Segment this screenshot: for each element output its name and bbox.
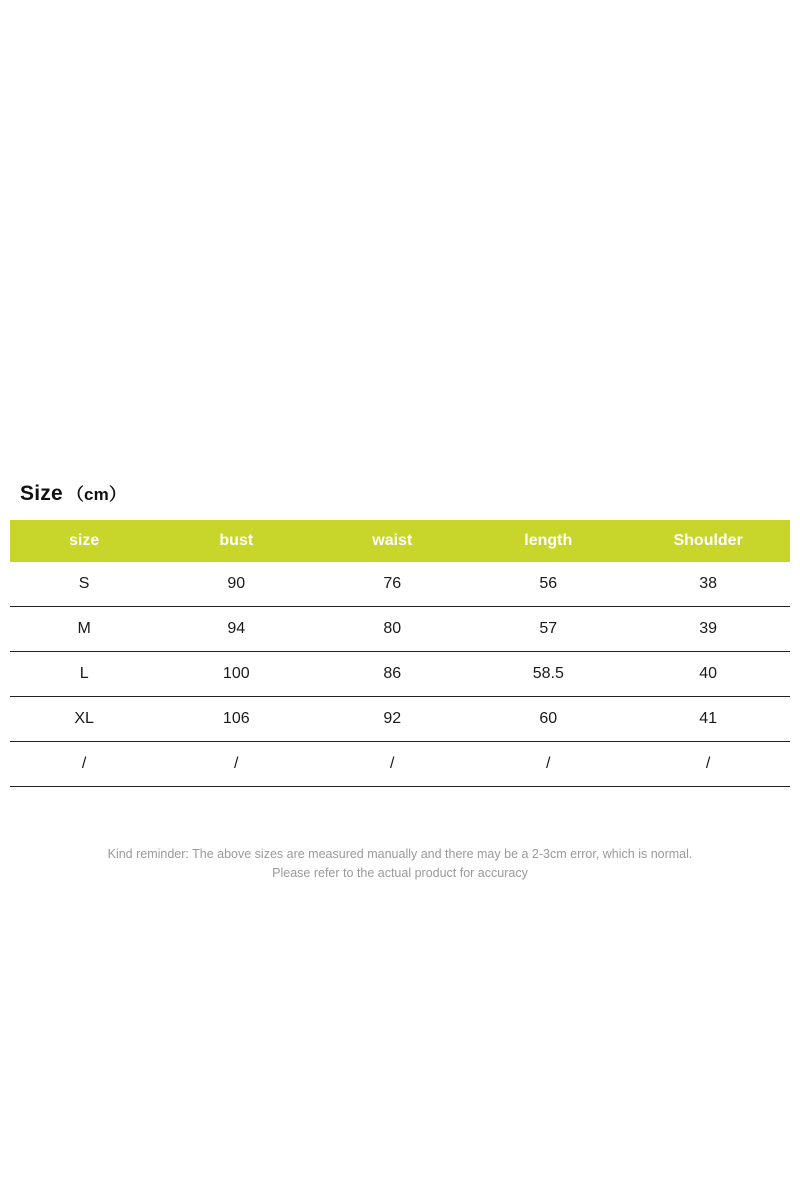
cell-bust: 106: [158, 697, 314, 742]
table-row: [10, 742, 790, 787]
disclaimer-note: [0, 845, 800, 883]
table-row: [10, 562, 790, 607]
cell-size: XL: [10, 697, 158, 742]
note-line-2: Please refer to the actual product for accuracy: [272, 866, 528, 880]
size-section: [0, 480, 800, 787]
cell-waist: 80: [314, 607, 470, 652]
cell-length: /: [470, 742, 626, 787]
table-row: [10, 607, 790, 652]
cell-waist: 86: [314, 652, 470, 697]
cell-bust: 94: [158, 607, 314, 652]
column-header-waist: waist: [372, 532, 413, 549]
cell-size: M: [10, 607, 158, 652]
cell-shoulder: 39: [626, 607, 790, 652]
column-header-size: size: [69, 532, 100, 549]
cell-bust: 90: [158, 562, 314, 607]
cell-bust: 100: [158, 652, 314, 697]
column-header-shoulder: Shoulder: [673, 532, 743, 549]
size-table: [10, 520, 790, 787]
cell-bust: /: [158, 742, 314, 787]
cell-length: 57: [470, 607, 626, 652]
cell-waist: 92: [314, 697, 470, 742]
cell-size: L: [10, 652, 158, 697]
cell-size: /: [10, 742, 158, 787]
size-table-head: [10, 520, 790, 562]
cell-waist: 76: [314, 562, 470, 607]
cell-waist: /: [314, 742, 470, 787]
cell-size: S: [10, 562, 158, 607]
cell-shoulder: 41: [626, 697, 790, 742]
cell-shoulder: /: [626, 742, 790, 787]
table-row: [10, 652, 790, 697]
size-title-unit: （cm）: [66, 485, 127, 504]
page-title: [0, 480, 800, 506]
size-table-body: [10, 562, 790, 787]
cell-shoulder: 38: [626, 562, 790, 607]
cell-length: 60: [470, 697, 626, 742]
cell-shoulder: 40: [626, 652, 790, 697]
column-header-bust: bust: [219, 532, 254, 549]
column-header-length: length: [524, 532, 573, 549]
table-row: [10, 697, 790, 742]
cell-length: 58.5: [470, 652, 626, 697]
note-line-1: Kind reminder: The above sizes are measured manually and there may be a 2-3cm error, which is normal.: [107, 847, 693, 861]
table-header-row: [10, 520, 790, 562]
cell-length: 56: [470, 562, 626, 607]
size-title-text: Size: [20, 482, 63, 505]
